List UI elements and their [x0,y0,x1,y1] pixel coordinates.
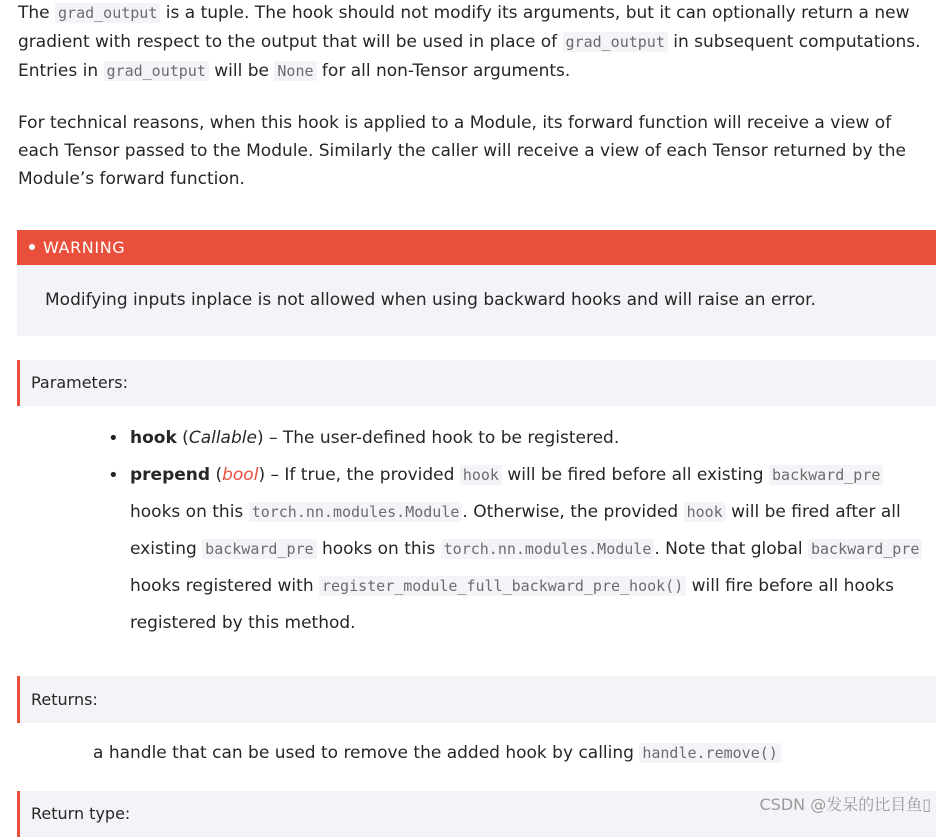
inline-code: None [274,61,316,81]
inline-code: handle.remove() [639,743,780,763]
watermark: CSDN @发呆的比目鱼▯ [759,795,931,814]
inline-code: backward_pre [808,539,922,559]
text: is a tuple. The hook should not modify its arguments, but it can optionally return a new gradient with respect to the output that will be used in place of [18,3,910,52]
warning-body: Modifying inputs inplace is not allowed when using backward hooks and will raise an error. [45,290,816,310]
text: hooks on this [130,502,249,522]
grad-output-paragraph [18,0,923,86]
text: hooks on this [316,539,441,559]
text: will be [208,61,275,81]
paren: ( [210,465,223,485]
text: for all non-Tensor arguments. [316,61,571,81]
bool-type-link[interactable]: bool [222,465,259,485]
text: will be fired after all existing [130,502,901,559]
warning-admonition [17,230,936,336]
parameters-label: Parameters: [17,360,936,406]
text: The [18,3,56,23]
parameters-list [130,420,930,642]
text: will fire before all hooks registered by this method. [130,576,894,633]
text: . Otherwise, the provided [462,502,684,522]
return-type-label: Return type: [17,791,936,837]
inline-code: grad_output [563,32,668,52]
paren: ) [258,465,266,485]
text: . Note that global [654,539,808,559]
warning-title [17,230,936,265]
paren: ( [176,428,189,448]
text: in subsequent computations. Entries in [18,32,921,81]
param-name: prepend [130,465,211,485]
inline-code: backward_pre [769,465,883,485]
returns-description [93,738,781,768]
param-name: hook [130,428,177,448]
bullet-icon [29,244,35,250]
paren: ) [256,428,264,448]
text: hooks registered with [130,576,319,596]
text: – If true, the provided [265,465,460,485]
param-hook [130,420,930,457]
text: a handle that can be used to remove the added hook by calling [93,743,640,763]
inline-code: grad_output [104,61,209,81]
inline-code: hook [684,502,726,522]
warning-title-text: WARNING [43,238,126,257]
param-type: Callable [188,428,257,448]
inline-code: register_module_full_backward_pre_hook() [319,576,686,596]
inline-code: torch.nn.modules.Module [441,539,655,559]
returns-label: Returns: [17,676,936,723]
inline-code: backward_pre [202,539,316,559]
technical-reasons-paragraph: For technical reasons, when this hook is applied to a Module, its forward function will receive a view of each Tensor passed to the Module. Similarly the caller will receive a view of each Tensor returned by the Module’s forward function. [18,113,906,189]
text: will be fired before all existing [501,465,770,485]
param-desc: – The user-defined hook to be registered. [263,428,620,448]
param-prepend [130,457,930,642]
inline-code: torch.nn.modules.Module [249,502,463,522]
inline-code: grad_output [55,3,160,23]
inline-code: hook [460,465,502,485]
